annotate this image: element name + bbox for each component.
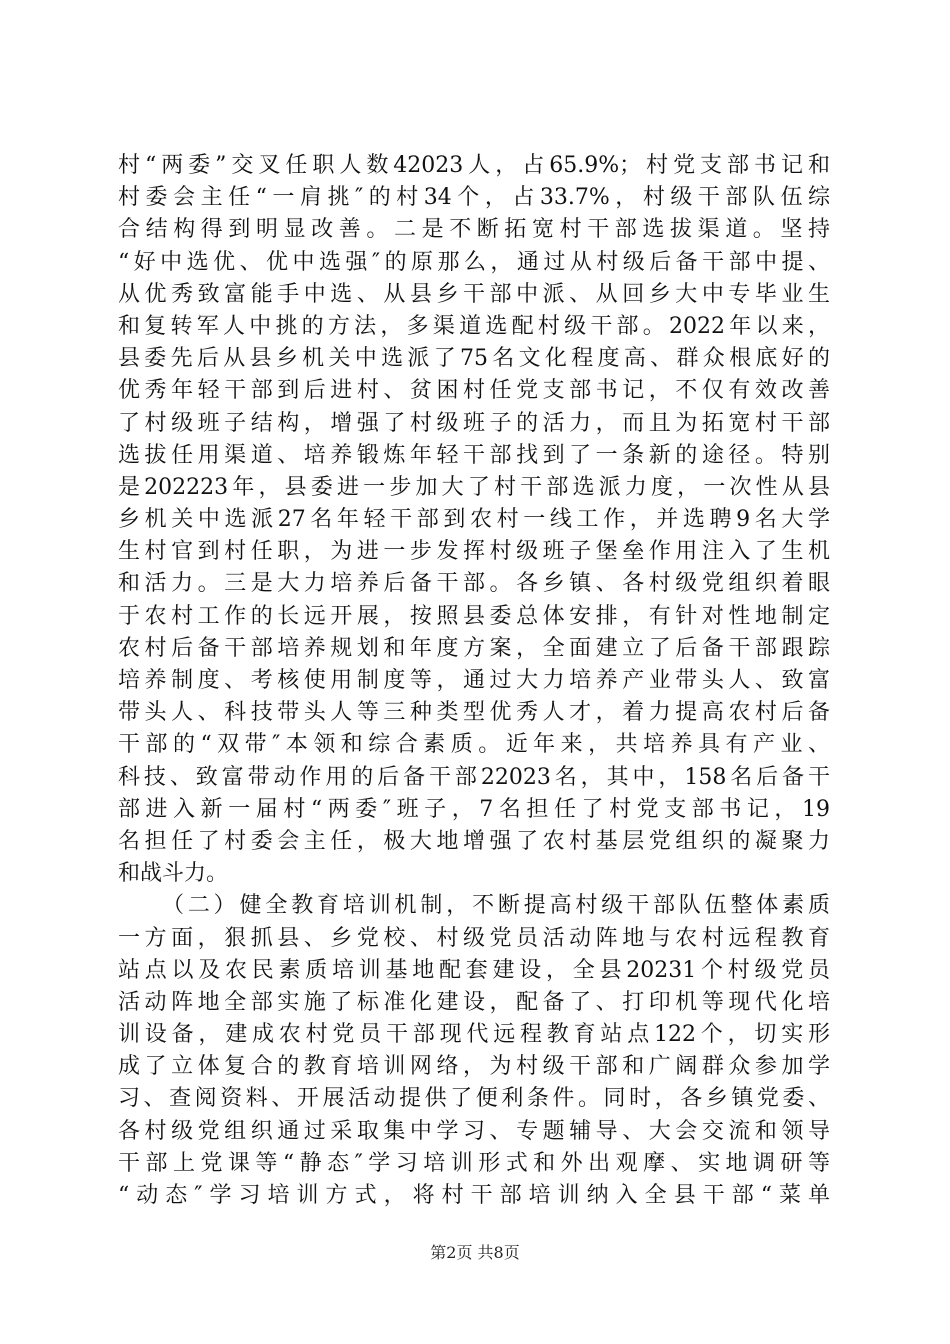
text-line: 干部上党课等“静态″学习培训形式和外出观摩、实地调研等 <box>118 1150 830 1176</box>
text-line: 乡机关中选派27名年轻干部到农村一线工作，并选聘9名大学 <box>118 507 830 533</box>
text-line: 名担任了村委会主任，极大地增强了农村基层党组织的凝聚力 <box>118 828 830 854</box>
text-line: 合结构得到明显改善。二是不断拓宽村干部选拔渠道。坚持 <box>118 217 830 243</box>
text-line: 习、查阅资料、开展活动提供了便利条件。同时，各乡镇党委、 <box>118 1086 830 1112</box>
text-line: 和复转军人中挑的方法，多渠道选配村级干部。2022年以来， <box>118 313 830 339</box>
page-number-footer: 第2页 共8页 <box>430 1243 520 1262</box>
text-line: 活动阵地全部实施了标准化建设，配备了、打印机等现代化培 <box>118 989 830 1015</box>
text-line: 县委先后从县乡机关中选派了75名文化程度高、群众根底好的 <box>118 346 830 372</box>
paragraph-end-line: 和战斗力。 <box>118 861 229 887</box>
text-line: 一方面，狠抓县、乡党校、村级党员活动阵地与农村远程教育 <box>118 925 830 951</box>
text-line: 干部的“双带″本领和综合素质。近年来，共培养具有产业、 <box>118 732 830 758</box>
text-line: “好中选优、优中选强″的原那么，通过从村级后备干部中提、 <box>118 249 830 275</box>
text-line: 生村官到村任职，为进一步发挥村级班子堡垒作用注入了生机 <box>118 539 830 565</box>
text-line: 于农村工作的长远开展，按照县委总体安排，有针对性地制定 <box>118 603 830 629</box>
text-line: 培养制度、考核使用制度等，通过大力培养产业带头人、致富 <box>118 668 830 693</box>
text-line: 训设备，建成农村党员干部现代远程教育站点122个，切实形 <box>118 1022 830 1048</box>
text-line: 成了立体复合的教育培训网络，为村级干部和广阔群众参加学 <box>118 1054 830 1080</box>
body-text <box>118 150 830 1212</box>
text-line: 了村级班子结构，增强了村级班子的活力，而且为拓宽村干部 <box>118 410 830 436</box>
text-line: 各村级党组织通过采取集中学习、专题辅导、大会交流和领导 <box>118 1118 830 1144</box>
text-line: 带头人、科技带头人等三种类型优秀人才，着力提高农村后备 <box>118 700 830 726</box>
text-line: 部进入新一届村“两委″班子，7名担任了村党支部书记，19 <box>118 796 830 822</box>
text-line: 从优秀致富能手中选、从县乡干部中派、从回乡大中专毕业生 <box>118 281 830 307</box>
text-line: 站点以及农民素质培训基地配套建设，全县20231个村级党员 <box>118 957 830 983</box>
text-line: 是202223年，县委进一步加大了村干部选派力度，一次性从县 <box>118 474 830 500</box>
text-line: 和活力。三是大力培养后备干部。各乡镇、各村级党组织着眼 <box>118 571 830 597</box>
text-line: 选拔任用渠道、培养锻炼年轻干部找到了一条新的途径。特别 <box>118 442 830 468</box>
text-line: 村“两委”交叉任职人数42023人，占65.9%；村党支部书记和 <box>118 153 830 178</box>
text-line: 农村后备干部培养规划和年度方案，全面建立了后备干部跟踪 <box>118 635 830 661</box>
text-line: “动态″学习培训方式，将村干部培训纳入全县干部“菜单 <box>118 1183 830 1208</box>
text-line: 村委会主任“一肩挑″的村34个，占33.7%，村级干部队伍综 <box>118 185 830 211</box>
section-heading-line: （二）健全教育培训机制，不断提高村级干部队伍整体素质 <box>162 893 830 919</box>
text-line: 优秀年轻干部到后进村、贫困村任党支部书记，不仅有效改善 <box>118 378 830 404</box>
text-line: 科技、致富带动作用的后备干部22023名，其中，158名后备干 <box>118 764 830 790</box>
